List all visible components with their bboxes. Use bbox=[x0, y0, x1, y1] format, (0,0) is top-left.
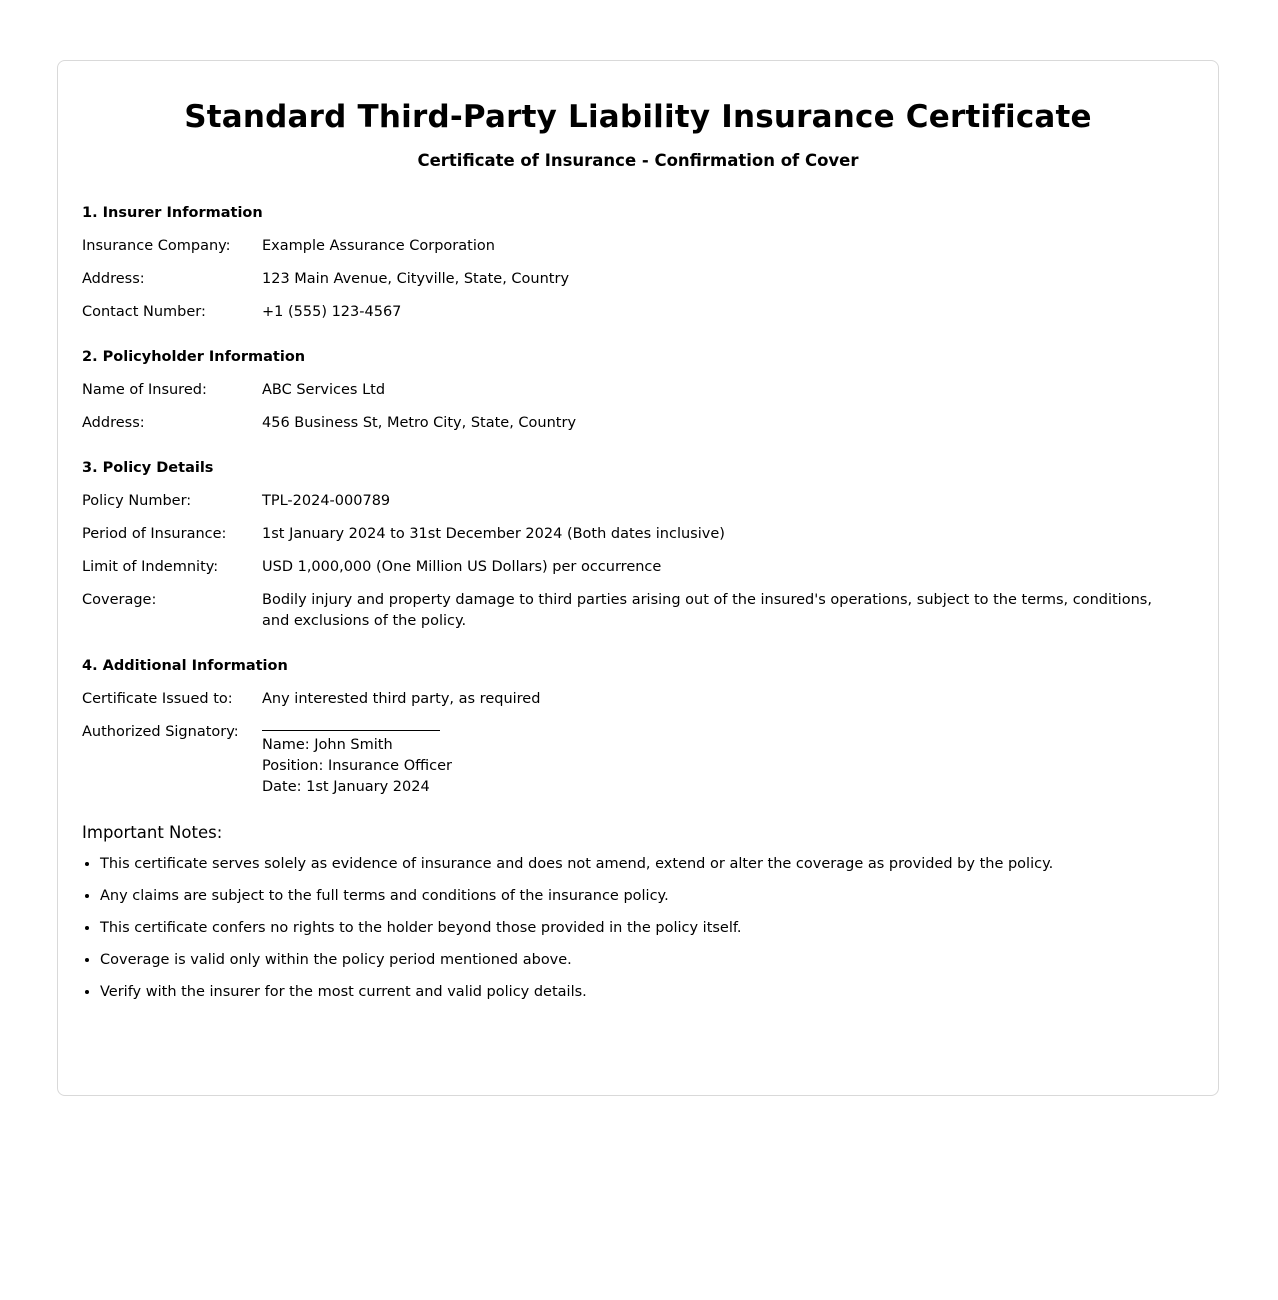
policyholder-address-row bbox=[82, 413, 1182, 434]
field-label: Name of Insured: bbox=[82, 382, 207, 398]
notes-heading: Important Notes: bbox=[82, 823, 223, 842]
certificate-title: Standard Third-Party Liability Insurance Certificate bbox=[184, 99, 1092, 135]
signatory-block bbox=[262, 722, 1182, 798]
policyholder-address-value: 456 Business St, Metro City, State, Country bbox=[262, 415, 577, 431]
insurer-address-value: 123 Main Avenue, Cityville, State, Country bbox=[262, 271, 570, 287]
certificate-issued-row bbox=[82, 689, 1182, 710]
signatory-name: Name: John Smith bbox=[262, 737, 393, 753]
insurer-contact-row bbox=[82, 302, 1182, 323]
policy-coverage-value: Bodily injury and property damage to third parties arising out of the insured's operations, subject to the terms, conditions, and exclusions of the policy. bbox=[262, 592, 1152, 629]
section-heading: 1. Insurer Information bbox=[82, 205, 263, 221]
section-heading: 4. Additional Information bbox=[82, 658, 288, 674]
field-label: Insurance Company: bbox=[82, 238, 231, 254]
note-item: • This certificate confers no rights to the holder beyond those provided in the policy itself. bbox=[100, 918, 1182, 939]
certificate-content bbox=[82, 203, 1182, 1014]
insurer-address-row bbox=[82, 269, 1182, 290]
field-label: Authorized Signatory: bbox=[82, 724, 239, 740]
notes-list bbox=[82, 854, 1182, 1003]
field-label: Address: bbox=[82, 415, 145, 431]
additional-section bbox=[82, 656, 1182, 798]
insurer-section bbox=[82, 203, 1182, 323]
certificate-card bbox=[57, 60, 1219, 1096]
policy-number-row bbox=[82, 491, 1182, 512]
policy-limit-value: USD 1,000,000 (One Million US Dollars) per occurrence bbox=[262, 559, 662, 575]
field-label: Address: bbox=[82, 271, 145, 287]
signatory-date: Date: 1st January 2024 bbox=[262, 779, 430, 795]
certificate-issued-value: Any interested third party, as required bbox=[262, 691, 541, 707]
policy-number-value: TPL-2024-000789 bbox=[262, 493, 391, 509]
insurer-company-value: Example Assurance Corporation bbox=[262, 238, 495, 254]
signatory-position: Position: Insurance Officer bbox=[262, 758, 452, 774]
certificate-subtitle: Certificate of Insurance - Confirmation of Cover bbox=[417, 151, 859, 170]
signature-line bbox=[262, 722, 440, 731]
insurer-company-row bbox=[82, 236, 1182, 257]
note-item: • Coverage is valid only within the policy period mentioned above. bbox=[100, 950, 1182, 971]
signatory-row bbox=[82, 722, 1182, 798]
note-item: • This certificate serves solely as evidence of insurance and does not amend, extend or alter the coverage as provided by the policy. bbox=[100, 854, 1182, 875]
policy-limit-row bbox=[82, 557, 1182, 578]
field-label: Limit of Indemnity: bbox=[82, 559, 219, 575]
policy-coverage-row bbox=[82, 590, 1182, 632]
insurer-contact-value: +1 (555) 123-4567 bbox=[262, 304, 402, 320]
policy-period-value: 1st January 2024 to 31st December 2024 (Both dates inclusive) bbox=[262, 526, 725, 542]
note-item: • Verify with the insurer for the most current and valid policy details. bbox=[100, 982, 1182, 1003]
field-label: Policy Number: bbox=[82, 493, 192, 509]
note-item: • Any claims are subject to the full terms and conditions of the insurance policy. bbox=[100, 886, 1182, 907]
policy-period-row bbox=[82, 524, 1182, 545]
policy-section bbox=[82, 458, 1182, 632]
field-label: Contact Number: bbox=[82, 304, 206, 320]
field-label: Coverage: bbox=[82, 592, 157, 608]
policyholder-section bbox=[82, 347, 1182, 434]
field-label: Certificate Issued to: bbox=[82, 691, 233, 707]
field-label: Period of Insurance: bbox=[82, 526, 227, 542]
policyholder-name-row bbox=[82, 380, 1182, 401]
section-heading: 2. Policyholder Information bbox=[82, 349, 306, 365]
policyholder-name-value: ABC Services Ltd bbox=[262, 382, 386, 398]
section-heading: 3. Policy Details bbox=[82, 460, 214, 476]
